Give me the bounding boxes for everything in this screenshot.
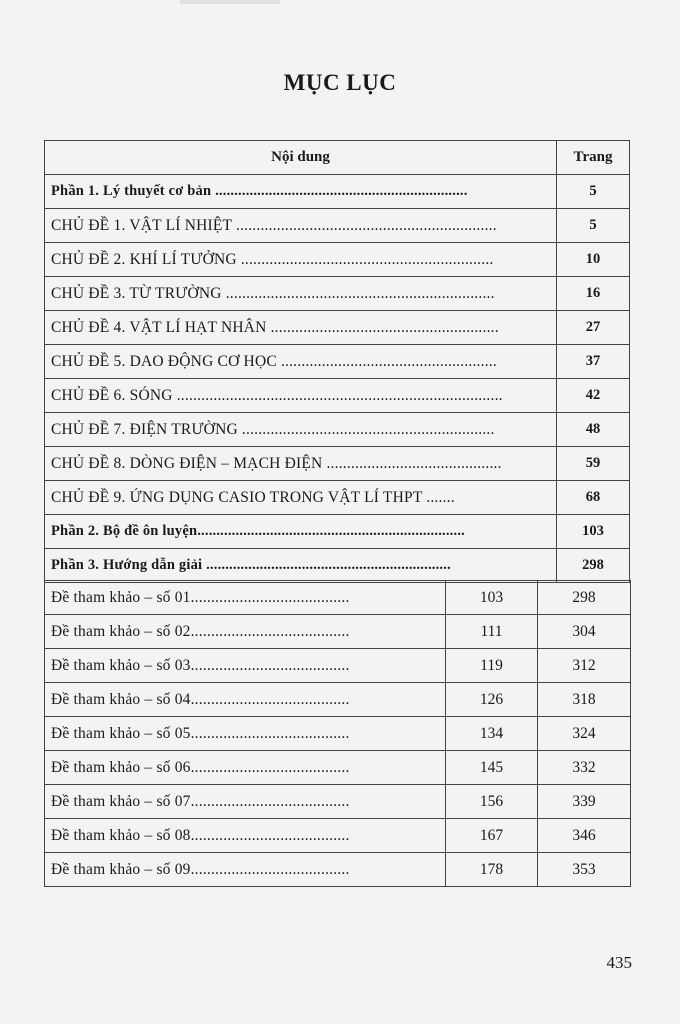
toc-row-page: 5	[557, 209, 630, 243]
toc-row-label: CHỦ ĐỀ 5. DAO ĐỘNG CƠ HỌC .....................................................	[45, 345, 557, 379]
toc-row-label: Phần 3. Hướng dẫn giải ................................................................	[45, 549, 557, 583]
toc-row-topic1	[45, 209, 630, 243]
toc-row-part3	[45, 549, 630, 583]
toc-row-page: 27	[557, 311, 630, 345]
ref-row-label: Đề tham khảo – số 01.......................................	[45, 581, 446, 615]
toc-body	[45, 175, 630, 583]
toc-row-label: CHỦ ĐỀ 7. ĐIỆN TRƯỜNG ..............................................................	[45, 413, 557, 447]
toc-row-page: 37	[557, 345, 630, 379]
toc-row-topic9	[45, 481, 630, 515]
ref-row-08	[45, 819, 631, 853]
toc-header-row	[45, 141, 630, 175]
ref-row-exam-page: 119	[446, 649, 538, 683]
toc-row-part1	[45, 175, 630, 209]
ref-row-answer-page: 298	[538, 581, 631, 615]
toc-row-label: CHỦ ĐỀ 3. TỪ TRƯỜNG ..................................................................	[45, 277, 557, 311]
ref-row-answer-page: 346	[538, 819, 631, 853]
ref-row-01	[45, 581, 631, 615]
ref-row-answer-page: 318	[538, 683, 631, 717]
toc-row-label: CHỦ ĐỀ 8. DÒNG ĐIỆN – MẠCH ĐIỆN ...........................................	[45, 447, 557, 481]
toc-row-label: Phần 2. Bộ đề ôn luyện......................................................................	[45, 515, 557, 549]
ref-row-exam-page: 134	[446, 717, 538, 751]
ref-row-exam-page: 156	[446, 785, 538, 819]
ref-row-answer-page: 353	[538, 853, 631, 887]
ref-row-03	[45, 649, 631, 683]
ref-row-06	[45, 751, 631, 785]
toc-row-part2	[45, 515, 630, 549]
toc-row-page: 42	[557, 379, 630, 413]
toc-row-topic5	[45, 345, 630, 379]
toc-row-topic7	[45, 413, 630, 447]
ref-row-exam-page: 167	[446, 819, 538, 853]
ref-row-label: Đề tham khảo – số 04.......................................	[45, 683, 446, 717]
toc-row-topic4	[45, 311, 630, 345]
ref-row-02	[45, 615, 631, 649]
ref-row-answer-page: 339	[538, 785, 631, 819]
reference-table	[44, 580, 631, 887]
ref-row-09	[45, 853, 631, 887]
toc-row-label: CHỦ ĐỀ 4. VẬT LÍ HẠT NHÂN ........................................................	[45, 311, 557, 345]
ref-row-answer-page: 304	[538, 615, 631, 649]
ref-row-05	[45, 717, 631, 751]
toc-row-page: 68	[557, 481, 630, 515]
toc-row-label: Phần 1. Lý thuyết cơ bản ..................................................................	[45, 175, 557, 209]
toc-row-label: CHỦ ĐỀ 1. VẬT LÍ NHIỆT ................................................................	[45, 209, 557, 243]
ref-row-exam-page: 126	[446, 683, 538, 717]
toc-table	[44, 140, 630, 583]
toc-row-topic3	[45, 277, 630, 311]
toc-row-page: 48	[557, 413, 630, 447]
page-title: MỤC LỤC	[283, 70, 397, 95]
ref-row-label: Đề tham khảo – số 03.......................................	[45, 649, 446, 683]
toc-row-label: CHỦ ĐỀ 6. SÓNG ................................................................................	[45, 379, 557, 413]
toc-row-topic8	[45, 447, 630, 481]
ref-row-label: Đề tham khảo – số 06.......................................	[45, 751, 446, 785]
header-page: Trang	[557, 141, 630, 175]
toc-row-topic2	[45, 243, 630, 277]
ref-row-04	[45, 683, 631, 717]
ref-row-answer-page: 324	[538, 717, 631, 751]
page-number: 435	[606, 953, 632, 972]
toc-row-page: 59	[557, 447, 630, 481]
toc-row-page: 103	[557, 515, 630, 549]
toc-row-page: 298	[557, 549, 630, 583]
ref-row-answer-page: 312	[538, 649, 631, 683]
ref-row-exam-page: 145	[446, 751, 538, 785]
ref-row-exam-page: 103	[446, 581, 538, 615]
ref-row-07	[45, 785, 631, 819]
toc-row-page: 10	[557, 243, 630, 277]
ref-row-answer-page: 332	[538, 751, 631, 785]
toc-row-page: 16	[557, 277, 630, 311]
ref-row-label: Đề tham khảo – số 09.......................................	[45, 853, 446, 887]
ref-row-exam-page: 178	[446, 853, 538, 887]
ref-row-label: Đề tham khảo – số 05.......................................	[45, 717, 446, 751]
scan-artifact	[180, 0, 280, 4]
ref-row-label: Đề tham khảo – số 02.......................................	[45, 615, 446, 649]
toc-row-label: CHỦ ĐỀ 2. KHÍ LÍ TƯỞNG ..............................................................	[45, 243, 557, 277]
toc-row-topic6	[45, 379, 630, 413]
ref-row-label: Đề tham khảo – số 08.......................................	[45, 819, 446, 853]
ref-row-exam-page: 111	[446, 615, 538, 649]
header-content: Nội dung	[45, 141, 557, 175]
toc-row-label: CHỦ ĐỀ 9. ỨNG DỤNG CASIO TRONG VẬT LÍ THPT .......	[45, 481, 557, 515]
toc-row-page: 5	[557, 175, 630, 209]
ref-row-label: Đề tham khảo – số 07.......................................	[45, 785, 446, 819]
